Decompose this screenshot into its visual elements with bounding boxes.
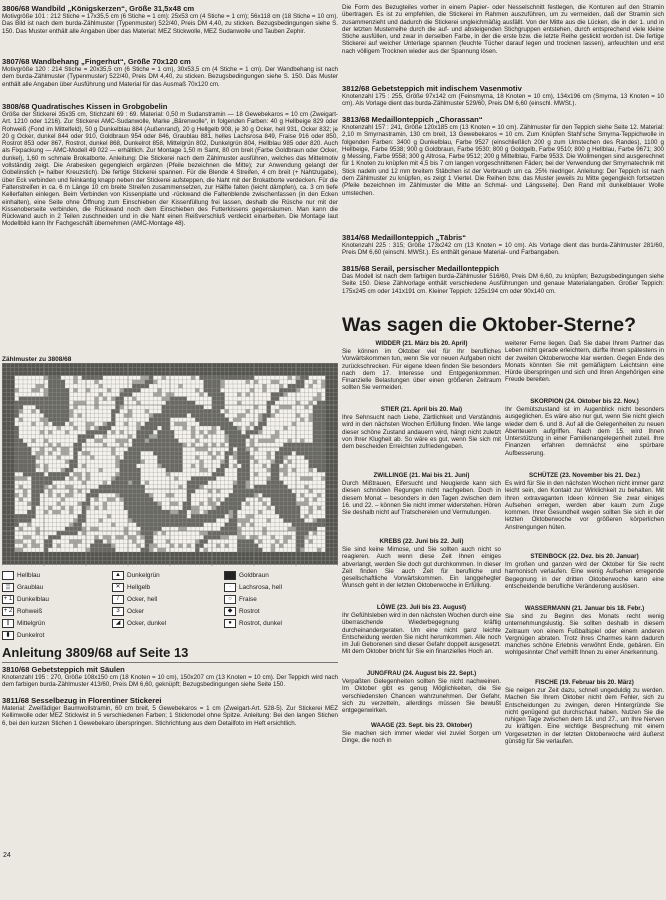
legend-item: [2, 582, 112, 592]
section-3806: [2, 4, 338, 57]
horoscope-entry: [505, 340, 664, 398]
divider: [2, 662, 338, 663]
horoscope-text: Ihr Gemütszustand ist im Augenblick nicht besonders ausgeglichen. Es wäre also nur gut, wenn Sie nicht gleich wieder dem 6. und 8. Auf all die Gelegenheiten zu neuen Abenteuern aufgriffen. Nach dem 15. wird Ihnen Unterstützung in einer Familienangelegenheit zuteil. Ihre Finanzen erfahren demnächst eine spürbare Aufbesserung.: [505, 406, 664, 457]
horoscope-text: Sie können im Oktober viel für Ihr berufliches Vorwärtskommen tun, wenn Sie vor neuen Aufgaben nicht zurückschrecken. Für eigene Ideen finden Sie besonders nach dem 17. Interesse und Entgegenkommen. Finanzielle Belastungen über einen größeren Zeitraum sollten Sie vermeiden.: [342, 348, 501, 392]
zodiac-sign-heading: KREBS (22. Juni bis 22. Juli): [379, 538, 464, 545]
legend-label: Mittelgrün: [17, 619, 46, 627]
legend-swatch: + 2: [3, 608, 13, 614]
legend-item: [2, 594, 112, 604]
section-3811: [2, 696, 338, 735]
horoscope-entry: [342, 722, 501, 746]
horoscope-text: weiterer Ferne liegen. Daß Sie dabei Ihrem Partner das Leben nicht gerade erleichtern, dürfte Ihnen spätestens in der zweiten Oktoberwoche klar werden. Gegen Ende des Monats könnten Sie mit gemäßigtem Leichtsinn eine Hürde überspringen und sich und Ihren Angehörigen eine Freude bereiten.: [505, 340, 664, 384]
horoscope-entry: [505, 472, 664, 553]
legend-item: [2, 630, 112, 640]
horoscope-entry: [505, 679, 664, 767]
legend-label: Rostrot: [239, 607, 260, 615]
section-title: 3811/68 Sesselbezug in Florentiner Stickerei: [2, 696, 162, 705]
zodiac-sign-heading: FISCHE (19. Februar bis 20. März): [535, 679, 634, 686]
section-3815: [342, 264, 664, 310]
horoscope-column-left: [342, 340, 501, 767]
legend-item: [112, 594, 224, 604]
legend-label: Graublau: [17, 583, 44, 591]
horoscope-text: Sie sind keine Mimose, und Sie sollten auch nicht so reagieren. Auch wenn diese Zeit Ihnen einiges abverlangt, werden Sie doch gut durchkommen. In dieser Zeit finden Sie auch Zeit für berufliche und gesellschaftliche Vorwärtskommen. Ein langgehegter Wunsch geht in der letzten Oktoberwoche in Erfüllung.: [342, 546, 501, 590]
section-title: 3806/68 Wandbild „Königskerzen“, Größe 31,5x48 cm: [2, 4, 195, 13]
section-body: Motivgröße 120 : 214 Stiche = 20x35,5 cm (6 Stiche = 1 cm), 30x53,5 cm (4 Stiche = 1 cm). Der Wandbehang ist nach dem burda-Zählmuster (Typenmuster) 522/40, Preis DM 4,40, zu sticken. Bezugsbedingungen siehe S. 150. Das Muster enthält alle Angaben über Ausführung und Material für das Ausmaß 70x120 cm.: [2, 66, 338, 88]
right-column: [342, 4, 664, 767]
pattern-title: Zählmuster zu 3808/68: [2, 356, 72, 363]
legend-item: [2, 570, 112, 580]
zodiac-sign-heading: STEINBOCK (22. Dez. bis 20. Januar): [530, 553, 639, 560]
horoscope-text: Ihr Gefühlsleben wird in den nächsten Wochen durch eine überraschende Wiederbegegnung kräftig durcheinandergeraten. Um eine nicht ganz leichte Entscheidung werden Sie nicht herumkommen. Alle noch im Juli Geborenen sind dieser Gefahr doppelt ausgesetzt. Mit dem Oktober bricht für Sie ein finanzielles Hoch an.: [342, 612, 501, 656]
zodiac-sign-heading: WAAGE (23. Sept. bis 23. Oktober): [370, 722, 473, 729]
section-title: 3815/68 Serail, persischer Medaillonteppich: [342, 264, 500, 273]
horoscope-entry: [342, 670, 501, 722]
horoscope-entry: [342, 538, 501, 604]
horoscope-text: Sie neigen zur Zeit dazu, schnell ungeduldig zu werden. Machen Sie Ihrem Oktober nicht dem Fehler, sich zu Entscheidungen zu zwingen, deren Hintergründe Sie nicht genügend gut durchschaut haben. Nutzen Sie die ruhigen Tage zwischen dem 18. und 27., um Ihre Nerven zu kräftigen. Eine wichtige Besprechung mit einem Vorgesetzten in der letzten Oktoberwoche wird äußerst günstig für Sie verlaufen.: [505, 687, 664, 746]
section-title: 3813/68 Medaillonteppich „Chorassan“: [342, 115, 483, 124]
zodiac-sign-heading: SKORPION (24. Oktober bis 22. Nov.): [530, 398, 639, 405]
section-body: Knotenzahl 195 : 270, Größe 108x150 cm (18 Knoten = 10 cm), 150x207 cm (13 Knoten = 10 cm). Der Teppich wird nach dem farbigen burda-Zählmuster 413/60, Preis DM 6,60, geknüpft; Bezugsbedingungen siehe Seite 150.: [2, 674, 338, 689]
legend-label: Rostrot, dunkel: [239, 619, 282, 627]
legend-label: Ocker, dunkel: [127, 619, 167, 627]
legend-swatch: ·: [224, 583, 236, 592]
zodiac-sign-heading: WASSERMANN (21. Januar bis 18. Febr.): [524, 605, 645, 612]
legend-item: [2, 618, 112, 628]
section-3812: [342, 84, 664, 115]
horoscope-column-right: [505, 340, 664, 767]
horoscope-entry: [505, 605, 664, 679]
legend-swatch: ◢: [112, 619, 124, 628]
legend-label: Lachsrosa, hell: [239, 583, 282, 591]
legend-label: Hellgelb: [127, 583, 151, 591]
horoscope-text: Sie sind zu Beginn des Monats recht wenig unternehmungslustig. Sie sollten deshalb in diesem Zeitraum von einem Fußballspiel oder einem anderen Vergnügen abraten. Trotz ihres Charmes kann dadurch manches schöne Erlebnis verwöhnt Ende, gebären. Ein wohlgesinnter Chef verhilft Ihnen zu einer Anerkennung.: [505, 613, 664, 657]
pattern-grid: [2, 363, 338, 566]
legend-item: [112, 582, 224, 592]
horoscope-entry: [342, 406, 501, 472]
legend-label: Hellblau: [17, 571, 41, 579]
horoscope-entry: [342, 604, 501, 670]
legend-label: Ocker: [127, 607, 145, 615]
section-3813: [342, 115, 664, 233]
section-title: 3812/68 Gebetsteppich mit indischem Vasenmotiv: [342, 84, 522, 93]
legend-item: [224, 606, 338, 616]
left-column: [2, 4, 338, 735]
legend-label: Dunkelgrün: [127, 571, 160, 579]
legend-label: Ocker, hell: [127, 595, 158, 603]
horoscope-entry: [505, 553, 664, 605]
legend-swatch: ▒: [2, 583, 14, 592]
section-title: 3808/68 Quadratisches Kissen in Grobgobelin: [2, 102, 168, 111]
legend-swatch: ✕: [112, 583, 124, 592]
page-number: 24: [3, 852, 11, 859]
horoscope: [342, 340, 664, 767]
legend-item: [112, 606, 224, 616]
section-body: Knotenzahl 175 : 255, Größe 97x142 cm (Feinsmyrna, 18 Knoten = 10 cm), 134x196 cm (Smyrna, 13 Knoten = 10 cm). Als Vorlage dient das burda-Zählmuster 529/60, Preis DM 6,60 (einschl. MWSt.).: [342, 93, 664, 108]
legend-item: [224, 594, 338, 604]
zodiac-sign-heading: WIDDER (21. März bis 20. April): [375, 340, 468, 347]
legend-label: Rohweiß: [17, 607, 43, 615]
zodiac-sign-heading: ZWILLINGE (21. Mai bis 21. Juni): [373, 472, 470, 479]
section-3810: [2, 665, 338, 696]
horoscope-text: Es wird für Sie in den nächsten Wochen nicht immer ganz leicht sein, den Kontakt zur Wirklichkeit zu behalten. Mit Ihren extravaganten Ideen können Sie zwar einiges Aufsehen erregen, werden aber kaum zum Zuge kommen. Ihrer Gesundheit wegen sollten Sie sich in der letzten Oktoberwoche vor größeren körperlichen Anstrengungen hüten.: [505, 480, 664, 531]
legend-swatch: 3: [112, 607, 124, 616]
legend-swatch: ○: [224, 595, 236, 604]
legend-swatch: ◆: [224, 607, 236, 616]
legend-swatch: ▲: [112, 571, 124, 580]
legend-label: Fraise: [239, 595, 257, 603]
horoscope-text: Durch Mißtrauen, Eifersucht und Neugierde kann sich diesen schnöden Regungen nicht nachgeben. Doch in diesem Monat – besonders in den Tagen zwischen dem 16. und 22. – können Sie nicht immer widerstehen. Hören Sie deshalb nicht auf Tratschereien und Vermutungen.: [342, 480, 501, 517]
legend-swatch: ∥: [2, 619, 14, 628]
horoscope-text: Verpaßten Gelegenheiten sollten Sie nicht nachweinen. Im Oktober gibt es genug Möglichkeiten, die Sie verschiedensten Chancen wahrzunehmen. Der Gefahr, sich zu verzetteln, allerdings müssen Sie bewußt entgegenwirken.: [342, 678, 501, 715]
legend-item: [224, 582, 338, 592]
horoscope-text: Sie machen sich immer wieder viel zuviel Sorgen um Dinge, die noch in: [342, 730, 501, 745]
section-body: Das Modell ist nach dem farbigen burda-Zählmuster 516/60, Preis DM 6,60, zu knüpfen; Bezugsbedingungen siehe Seite 150. Diese Zählvorlage enthält verschiedene Ausführungen und genaue Materialangaben. Großer Teppich: 175x245 cm oder 141x191 cm. Kleiner Teppich: 125x194 cm oder 90x140 cm.: [342, 273, 664, 295]
legend-label: Goldbraun: [239, 571, 269, 579]
section-title: 3807/68 Wandbehang „Fingerhut“, Größe 70x120 cm: [2, 57, 191, 66]
section-title: 3810/68 Gebetsteppich mit Säulen: [2, 665, 125, 674]
section-body: Knotenzahl 225 : 315; Größe 173x242 cm (13 Knoten = 10 cm). Als Vorlage dient das burda-Zählmuster 281/60, Preis DM 6,60 (einschl. MWSt.). Es enthält genaue Material- und Farbangaben.: [342, 242, 664, 257]
legend-item: [2, 606, 112, 616]
zodiac-sign-heading: JUNGFRAU (24. August bis 22. Sept.): [366, 670, 477, 677]
horoscope-entry: [342, 340, 501, 406]
section-3807: [2, 57, 338, 102]
legend-item: [112, 570, 224, 580]
horoscope-heading: Was sagen die Oktober-Sterne?: [342, 314, 637, 336]
zodiac-sign-heading: STIER (21. April bis 20. Mai): [380, 406, 463, 413]
legend-swatch: ▮: [2, 631, 14, 640]
legend-swatch: [224, 571, 236, 580]
horoscope-text: Ihre Sehnsucht nach Liebe, Zärtlichkeit und Verständnis wird in den nächsten Wochen Erfüllung finden. Wie lange dieser schöne Zustand andauern wird, hängt nicht zuletzt von Ihrer Klugheit ab. So wäre es gut, wenn Sie sich mit dem bescheiden Erreichten zufriedengeben.: [342, 414, 501, 451]
legend-item: [224, 570, 338, 580]
section-3814: [342, 233, 664, 264]
horoscope-entry: [505, 398, 664, 472]
legend-swatch: ●: [224, 619, 236, 628]
section-body: Material: Zweifädiger Baumwollstramin, 60 cm breit, 5 Gewebekaros = 1 cm (Zweigart-Art. 528-5). Zur Stickerei MEZ Kellimwolle oder MEZ Stickwist in 5 verschiedenen Farben; 1 Stickmodel ohne Spitze. Anleitung: Bei den langen Stichen 6, bei den kurzen Stichen 1 Gewebekaro überspringen. Stichrichtung aus dem Detailfoto im Heft ersichtlich.: [2, 705, 338, 727]
section-3808: [2, 102, 338, 355]
section-body: Motivgröße 101 : 212 Stiche = 17x35,5 cm (6 Stiche = 1 cm): 25x53 cm (4 Stiche = 1 cm); 56x118 cm (18 Stiche = 10 cm). Das Bild ist nach dem burda-Zählmuster (Typenmuster) 522/40, Preis DM 4,40, zu sticken. Bezugsbedingungen siehe S. 150. Das Muster enthält alle Angaben über das Material: MEZ Stickwolle, MEZ Sudanwolle und Tauben Zephir.: [2, 13, 338, 35]
section-title: 3814/68 Medaillonteppich „Täbris“: [342, 233, 467, 242]
horoscope-entry: [342, 472, 501, 538]
legend-label: Dunkelblau: [17, 595, 49, 603]
zodiac-sign-heading: SCHÜTZE (23. November bis 21. Dez.): [528, 472, 641, 479]
legend-item: [112, 618, 224, 628]
horoscope-text: Im großen und ganzen wird der Oktober für Sie recht harmonisch verlaufen. Eine wenig Aufsehen erregende Begegnung in der dritten Oktoberwoche kann eine entscheidende berufliche Veränderung auslösen.: [505, 561, 664, 590]
section-body: Größe der Stickerei 35x35 cm, Stichzahl 69 : 69. Material: 0,50 m Sudanstramin — 18 Gewebekaros = 10 cm (Zweigart-Art. 1210 oder 1216). Zur Stickerei AMC-Sudanwolle, Marke „Bärenwolle“, in folgenden Farben: 40 g Hellbeige 829 oder Rohweiß (Fond im Mittelfeld), 50 g Dunkelblau 884 (Außenrand), 20 g Hellgelb 908, je 30 g Ocker, hell 931, Ocker 832; je 20 g Ocker, dunkel 844 oder 910, Goldbraun 954 oder 846, Graublau 881, helles Lachsrosa 849, Fraise 916 oder 850, Rostrot 853 oder 867, Rostrot, dunkel 868, Dunkelrot 858, Mittelgrün 802, Dunkelgrün 804, Hellblau 985 oder 820. Auch als Fixpackung — AMC-Modell 49 022 — erhältlich. Zur Montage 1,50 m Samt, 80 cm breit (Farbe Goldbraun oder Ocker, dunkel), 1,60 m schmale Brokatborte. Anleitung: Die Stickerei nach dem Zählmuster ausführen, welches das Mittelmotiv vollständig zeigt. Die Arabesken gegengleich ergänzen (Pfeile bezeichnen die Mitte); zur Anwendung gelangt der Gobelinstich (= halber Kreuzstich). Die fertige Stickerei spannen. Für die Blende 4 Streifen, 4 cm breit (+ Nahtzugabe), über Eck verbinden und feinkantig knapp neben der Stickerei aufsteppen, die Naht mit der Brokatborte verdecken. Für die Faltenstreifen in ca. 6 m Länge 10 cm breite Streifen zusammensetzen, zur Hälfte falten (leicht dämpfen), ca. 3 cm tiefe Kellerfalten einlegen. Beim Verbinden von Kissenplatte und -rückwand die Faltenblende zwischenfassen (in den Ecken einhalten), eine Seite ohne Öffnung zum Einschieben der Kissenfüllung frei lassen, deshalb die Rüsche nur mit der Kissenoberseite verbinden, die Rückwand noch dem Einschieben des Futterkissens gegensäumen. Man kann die Rückwand auch in 2 Teilen zuschneiden und in die Naht einen Reißverschluß verdeckt einarbeiten. Die Montage laut Modellbild kann Ihr Fachgeschäft übernehmen (AMC-Montage 48).: [2, 111, 338, 228]
legend-swatch: + 1: [3, 596, 13, 602]
zodiac-sign-heading: LÖWE (23. Juli bis 23. August): [376, 604, 467, 611]
instruction-reference-heading: Anleitung 3809/68 auf Seite 13: [2, 645, 189, 660]
legend-item: [224, 618, 338, 628]
counted-stitch-pattern: [2, 363, 338, 566]
section-body: Knotenzahl 157 : 241, Größe 120x185 cm (13 Knoten = 10 cm). Zählmuster für den Teppich siehe Seite 12. Material: 2,10 m Smyrnastramin, 130 cm breit, 13 Gewebekaros = 10 cm. Zum Knüpfen Stahl'sche Smyrna-Teppichwolle in folgenden Farben: 3400 g Dunkelblau, Farbe 9527 (einschließlich 200 g zum Umstechen des Randes), 1100 g Hellbeige, Farbe 9538; 900 g Goldbraun, Farbe 9530; 800 g Goldgelb, Farbe 9510; 800 g Hellblau, Farbe 9671; 300 g Messing, Farbe 9558; 300 g Altrosa, Farbe 9512; 200 g Mittelblau, Farbe 9533. Die Wollmengen sind ausgerechnet für 1 Knoten zu knüpfen mit 4,5 bis 7 cm langen vorgeschnittenen Fäden; bei der Verwendung der Smyrnatechnik mit Stick nadeln und 12 mm breitem Stäbchen ist der Verbrauch um ca. 25% niedriger. Anleitung: Der Teppich ist nach dem Zählmuster zu knüpfen, es zeigt 1 Viertel. Die Reihen bzw. das Muster jeweils zu Mitte gegengleich fortsetzen (Pfeile bezeichnen im Zählmuster die Mitte an Schmal- und Längsseite). Den Rand mit dunkelblauer Wolle umstechen.: [342, 124, 664, 197]
color-legend: [2, 570, 338, 640]
pattern-gridlines: [2, 363, 338, 566]
legend-label: Dunkelrot: [17, 631, 45, 639]
legend-swatch: [2, 571, 14, 580]
legend-swatch: /: [112, 595, 124, 604]
section-body: Die Form des Bezugteiles vorher in einem Papier- oder Nesselschnitt festlegen, die Konturen auf den Stramin übertragen. Es ist zu empfehlen, die Stickerei im Rahmen auszuführen, um zu vermeiden, daß der Stramin sich zusammenzieht und dadurch die Stickerei ungleichmäßig ausfällt. Von der Mitte aus die Lücken, die in der 1. und in der letzten Musterreihe durch die auf- und absteigenden Stichgruppen entstehen, durch entsprechend viele kleine Stiche ausfüllen, und zwar in derselben Farbe, in der die erste bzw. die letzte Reihe gestickt worden ist. Die fertige Stickerei auf weicher Unterlage spannen (feuchte Tücher darauf legen und trocknen lassen), anfeuchten und erst nach völligem Trocknen wieder aus der Spannung lösen.: [342, 4, 664, 55]
